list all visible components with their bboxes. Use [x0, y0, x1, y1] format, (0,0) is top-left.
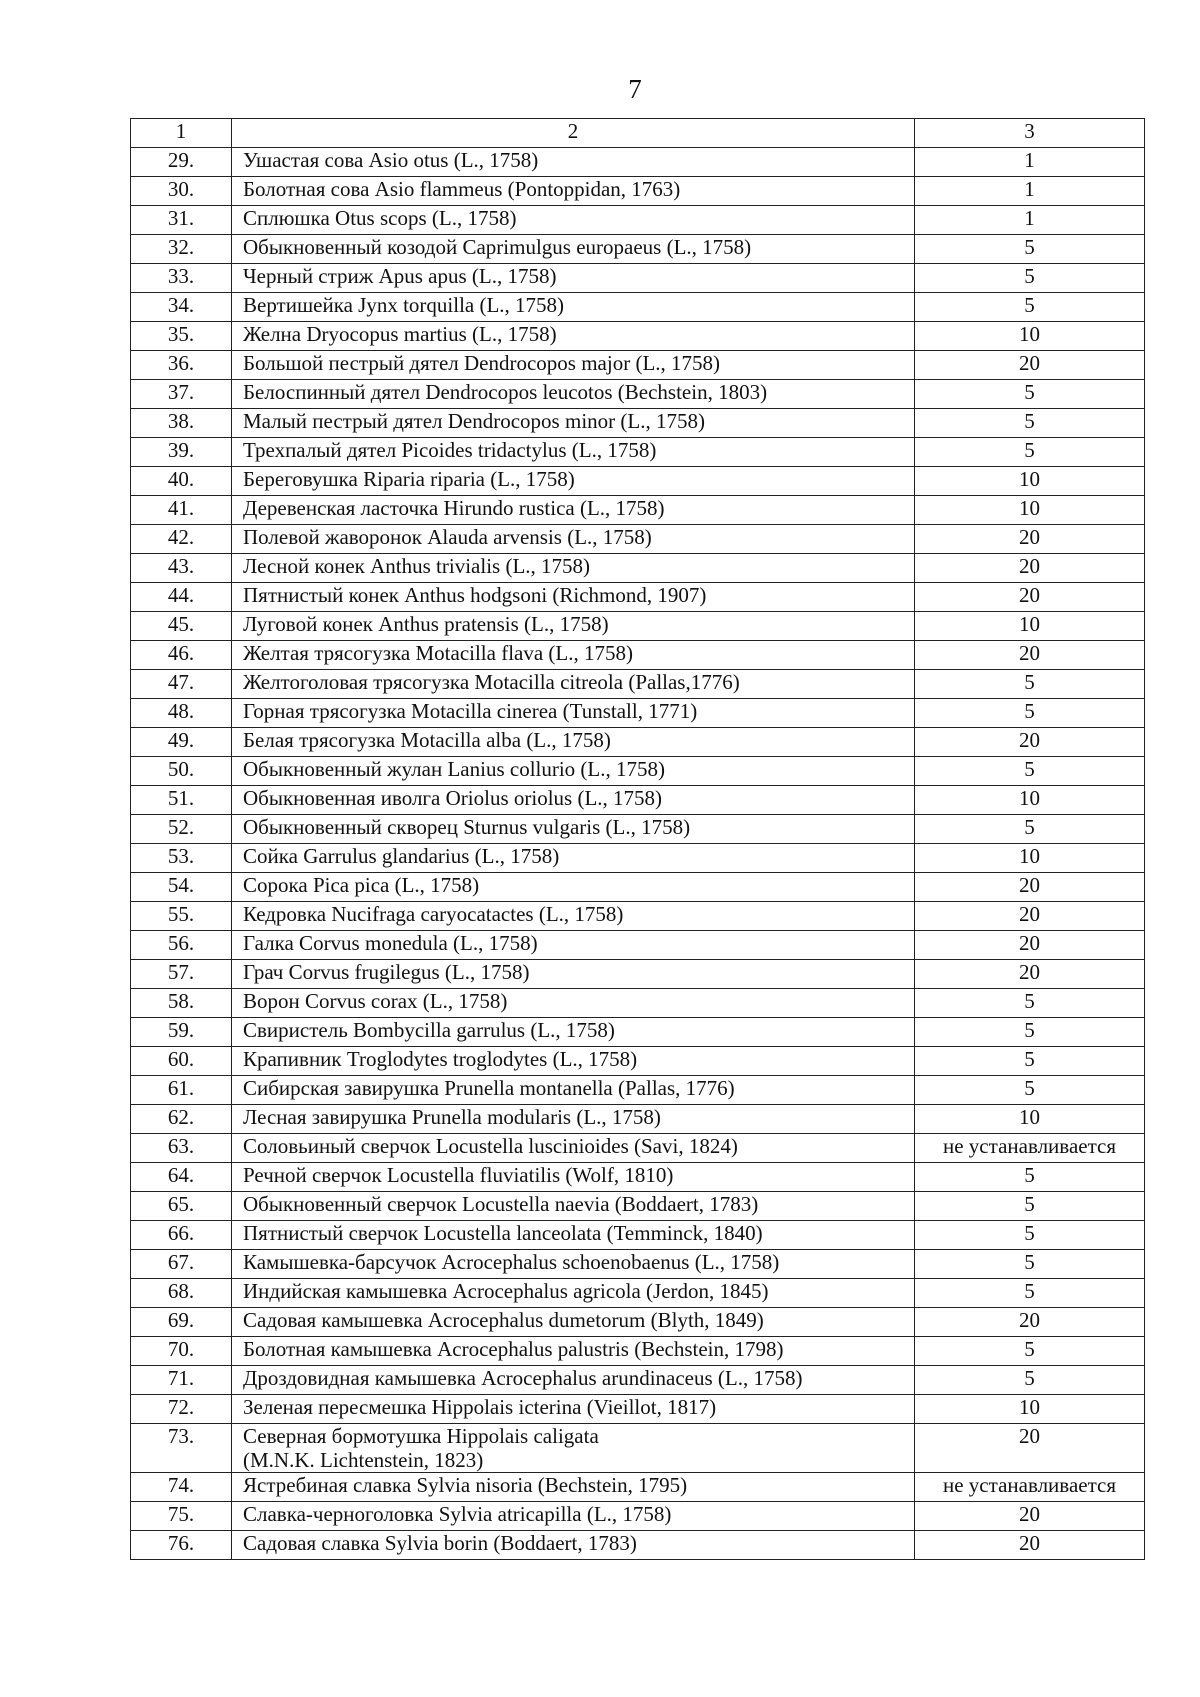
row-value: 20	[915, 1502, 1145, 1531]
row-number: 74.	[131, 1473, 232, 1502]
table-row	[131, 1424, 1145, 1473]
row-value: 5	[915, 1076, 1145, 1105]
row-value: 5	[915, 699, 1145, 728]
row-species-name: Грач Corvus frugilegus (L., 1758)	[232, 960, 915, 989]
row-value: 20	[915, 873, 1145, 902]
table-row	[131, 1308, 1145, 1337]
row-value: 5	[915, 1221, 1145, 1250]
row-species-name: Обыкновенный козодой Caprimulgus europaeus (L., 1758)	[232, 235, 915, 264]
row-value: 10	[915, 786, 1145, 815]
table-row	[131, 409, 1145, 438]
table-row	[131, 873, 1145, 902]
table-row	[131, 1337, 1145, 1366]
table-row	[131, 583, 1145, 612]
row-value: 5	[915, 293, 1145, 322]
row-value: 10	[915, 496, 1145, 525]
table-row	[131, 1395, 1145, 1424]
row-value: 10	[915, 322, 1145, 351]
row-value: 5	[915, 1192, 1145, 1221]
table-row	[131, 757, 1145, 786]
table-row	[131, 322, 1145, 351]
row-value: 5	[915, 1163, 1145, 1192]
row-value: 1	[915, 177, 1145, 206]
table-row	[131, 1250, 1145, 1279]
table-row	[131, 1018, 1145, 1047]
row-number: 30.	[131, 177, 232, 206]
row-value: 1	[915, 148, 1145, 177]
row-number: 45.	[131, 612, 232, 641]
row-number: 62.	[131, 1105, 232, 1134]
row-number: 29.	[131, 148, 232, 177]
row-number: 59.	[131, 1018, 232, 1047]
table-row	[131, 989, 1145, 1018]
row-number: 33.	[131, 264, 232, 293]
row-species-name: Деревенская ласточка Hirundo rustica (L., 1758)	[232, 496, 915, 525]
table-row	[131, 815, 1145, 844]
row-value: 20	[915, 525, 1145, 554]
table-row	[131, 1134, 1145, 1163]
row-species-name: Обыкновенный сверчок Locustella naevia (Boddaert, 1783)	[232, 1192, 915, 1221]
row-value: 5	[915, 1018, 1145, 1047]
row-value: 20	[915, 960, 1145, 989]
row-species-name: Сойка Garrulus glandarius (L., 1758)	[232, 844, 915, 873]
table-row	[131, 1192, 1145, 1221]
row-value: 20	[915, 1424, 1145, 1473]
row-number: 70.	[131, 1337, 232, 1366]
row-number: 35.	[131, 322, 232, 351]
row-species-name: Белоспинный дятел Dendrocopos leucotos (Bechstein, 1803)	[232, 380, 915, 409]
row-number: 41.	[131, 496, 232, 525]
table-row	[131, 1076, 1145, 1105]
table-row	[131, 786, 1145, 815]
row-number: 36.	[131, 351, 232, 380]
row-species-name: Лесной конек Anthus trivialis (L., 1758)	[232, 554, 915, 583]
row-value: 20	[915, 1308, 1145, 1337]
row-number: 54.	[131, 873, 232, 902]
row-species-name: Вертишейка Jynx torquilla (L., 1758)	[232, 293, 915, 322]
row-value: 5	[915, 989, 1145, 1018]
table-row	[131, 931, 1145, 960]
row-number: 55.	[131, 902, 232, 931]
row-number: 48.	[131, 699, 232, 728]
table-row	[131, 902, 1145, 931]
table-row	[131, 525, 1145, 554]
row-value: 5	[915, 1337, 1145, 1366]
row-species-name: Свиристель Bombycilla garrulus (L., 1758)	[232, 1018, 915, 1047]
table-row	[131, 699, 1145, 728]
row-species-name: Обыкновенный жулан Lanius collurio (L., 1758)	[232, 757, 915, 786]
row-species-name: Ушастая сова Asio otus (L., 1758)	[232, 148, 915, 177]
header-col-number: 1	[131, 119, 232, 148]
row-number: 69.	[131, 1308, 232, 1337]
row-species-name: Полевой жаворонок Alauda arvensis (L., 1758)	[232, 525, 915, 554]
row-number: 31.	[131, 206, 232, 235]
row-species-name: Желтая трясогузка Motacilla flava (L., 1758)	[232, 641, 915, 670]
row-species-name: Индийская камышевка Acrocephalus agricola (Jerdon, 1845)	[232, 1279, 915, 1308]
row-species-name: Малый пестрый дятел Dendrocopos minor (L., 1758)	[232, 409, 915, 438]
row-number: 72.	[131, 1395, 232, 1424]
table-row	[131, 728, 1145, 757]
row-value: 10	[915, 467, 1145, 496]
table-row	[131, 1279, 1145, 1308]
row-species-name: Ястребиная славка Sylvia nisoria (Bechstein, 1795)	[232, 1473, 915, 1502]
row-value: не устанавливается	[915, 1134, 1145, 1163]
species-table	[130, 118, 1145, 1560]
table-row	[131, 467, 1145, 496]
row-value: 10	[915, 1395, 1145, 1424]
row-number: 57.	[131, 960, 232, 989]
row-value: 5	[915, 670, 1145, 699]
table-row	[131, 177, 1145, 206]
row-value: 20	[915, 931, 1145, 960]
row-species-name: Лесная завирушка Prunella modularis (L., 1758)	[232, 1105, 915, 1134]
row-value: 20	[915, 641, 1145, 670]
row-value: 20	[915, 902, 1145, 931]
row-value: 1	[915, 206, 1145, 235]
row-species-name: Садовая камышевка Acrocephalus dumetorum (Blyth, 1849)	[232, 1308, 915, 1337]
row-number: 64.	[131, 1163, 232, 1192]
table-row	[131, 844, 1145, 873]
row-number: 50.	[131, 757, 232, 786]
header-col-value: 3	[915, 119, 1145, 148]
row-number: 76.	[131, 1531, 232, 1560]
table-row	[131, 148, 1145, 177]
row-value: 5	[915, 1366, 1145, 1395]
row-value: 5	[915, 1047, 1145, 1076]
table-row	[131, 670, 1145, 699]
row-number: 53.	[131, 844, 232, 873]
row-species-name: Обыкновенный скворец Sturnus vulgaris (L., 1758)	[232, 815, 915, 844]
row-number: 67.	[131, 1250, 232, 1279]
row-value: 5	[915, 815, 1145, 844]
header-col-species: 2	[232, 119, 915, 148]
table-row	[131, 1221, 1145, 1250]
row-species-name: Трехпалый дятел Picoides tridactylus (L., 1758)	[232, 438, 915, 467]
row-species-name: Болотная камышевка Acrocephalus palustris (Bechstein, 1798)	[232, 1337, 915, 1366]
row-species-name: Желна Dryocopus martius (L., 1758)	[232, 322, 915, 351]
row-species-name: Зеленая пересмешка Hippolais icterina (Vieillot, 1817)	[232, 1395, 915, 1424]
row-number: 42.	[131, 525, 232, 554]
row-value: 5	[915, 264, 1145, 293]
row-species-name: Луговой конек Anthus pratensis (L., 1758)	[232, 612, 915, 641]
row-species-name: Сплюшка Otus scops (L., 1758)	[232, 206, 915, 235]
row-number: 56.	[131, 931, 232, 960]
row-number: 40.	[131, 467, 232, 496]
row-species-name: Крапивник Troglodytes troglodytes (L., 1758)	[232, 1047, 915, 1076]
table-row	[131, 1163, 1145, 1192]
row-number: 61.	[131, 1076, 232, 1105]
row-number: 60.	[131, 1047, 232, 1076]
table-row	[131, 612, 1145, 641]
row-value: 20	[915, 554, 1145, 583]
row-species-name: Большой пестрый дятел Dendrocopos major (L., 1758)	[232, 351, 915, 380]
row-value: 5	[915, 1250, 1145, 1279]
table-row	[131, 1531, 1145, 1560]
row-value: 20	[915, 583, 1145, 612]
row-value: 10	[915, 1105, 1145, 1134]
row-number: 68.	[131, 1279, 232, 1308]
row-value: 20	[915, 728, 1145, 757]
table-row	[131, 1105, 1145, 1134]
table-row	[131, 1047, 1145, 1076]
row-number: 51.	[131, 786, 232, 815]
row-number: 32.	[131, 235, 232, 264]
row-number: 38.	[131, 409, 232, 438]
row-species-name: Горная трясогузка Motacilla cinerea (Tunstall, 1771)	[232, 699, 915, 728]
row-species-name: Обыкновенная иволга Oriolus oriolus (L., 1758)	[232, 786, 915, 815]
row-species-name: Камышевка-барсучок Acrocephalus schoenobaenus (L., 1758)	[232, 1250, 915, 1279]
table-row	[131, 641, 1145, 670]
row-number: 73.	[131, 1424, 232, 1473]
row-value: 10	[915, 844, 1145, 873]
row-species-name: Береговушка Riparia riparia (L., 1758)	[232, 467, 915, 496]
table-row	[131, 380, 1145, 409]
row-number: 49.	[131, 728, 232, 757]
row-value: 20	[915, 1531, 1145, 1560]
row-species-name: Соловьиный сверчок Locustella luscinioides (Savi, 1824)	[232, 1134, 915, 1163]
row-species-name: Пятнистый сверчок Locustella lanceolata (Temminck, 1840)	[232, 1221, 915, 1250]
table-row	[131, 1366, 1145, 1395]
row-species-name: Речной сверчок Locustella fluviatilis (Wolf, 1810)	[232, 1163, 915, 1192]
row-value: 5	[915, 757, 1145, 786]
row-species-name: Северная бормотушка Hippolais caligata (M.N.K. Lichtenstein, 1823)	[232, 1424, 915, 1473]
row-number: 44.	[131, 583, 232, 612]
row-value: 5	[915, 1279, 1145, 1308]
species-table-body	[131, 119, 1145, 1560]
table-row	[131, 351, 1145, 380]
row-species-name: Белая трясогузка Motacilla alba (L., 1758)	[232, 728, 915, 757]
row-number: 65.	[131, 1192, 232, 1221]
row-value: 5	[915, 438, 1145, 467]
table-row	[131, 496, 1145, 525]
row-number: 75.	[131, 1502, 232, 1531]
row-number: 34.	[131, 293, 232, 322]
row-value: 20	[915, 351, 1145, 380]
row-species-name: Галка Corvus monedula (L., 1758)	[232, 931, 915, 960]
row-value: 10	[915, 612, 1145, 641]
table-row	[131, 1502, 1145, 1531]
page-number: 7	[628, 74, 642, 104]
row-number: 58.	[131, 989, 232, 1018]
table-row	[131, 1473, 1145, 1502]
row-number: 39.	[131, 438, 232, 467]
row-number: 47.	[131, 670, 232, 699]
table-row	[131, 206, 1145, 235]
table-row	[131, 293, 1145, 322]
row-species-name: Желтоголовая трясогузка Motacilla citreola (Pallas,1776)	[232, 670, 915, 699]
table-row	[131, 438, 1145, 467]
row-species-name: Сибирская завирушка Prunella montanella (Pallas, 1776)	[232, 1076, 915, 1105]
row-number: 71.	[131, 1366, 232, 1395]
row-species-name: Черный стриж Apus apus (L., 1758)	[232, 264, 915, 293]
row-number: 63.	[131, 1134, 232, 1163]
row-value: 5	[915, 409, 1145, 438]
row-value: 5	[915, 380, 1145, 409]
row-species-name: Пятнистый конек Anthus hodgsoni (Richmond, 1907)	[232, 583, 915, 612]
row-number: 43.	[131, 554, 232, 583]
row-number: 37.	[131, 380, 232, 409]
row-species-name: Славка-черноголовка Sylvia atricapilla (L., 1758)	[232, 1502, 915, 1531]
row-species-name: Сорока Pica pica (L., 1758)	[232, 873, 915, 902]
table-row	[131, 554, 1145, 583]
table-row	[131, 235, 1145, 264]
row-number: 52.	[131, 815, 232, 844]
row-species-name: Кедровка Nucifraga caryocatactes (L., 1758)	[232, 902, 915, 931]
row-value: не устанавливается	[915, 1473, 1145, 1502]
row-value: 5	[915, 235, 1145, 264]
table-row	[131, 960, 1145, 989]
row-number: 46.	[131, 641, 232, 670]
row-species-name: Ворон Corvus corax (L., 1758)	[232, 989, 915, 1018]
row-species-name: Дроздовидная камышевка Acrocephalus arundinaceus (L., 1758)	[232, 1366, 915, 1395]
table-header-row	[131, 119, 1145, 148]
row-species-name: Садовая славка Sylvia borin (Boddaert, 1783)	[232, 1531, 915, 1560]
table-row	[131, 264, 1145, 293]
row-species-name: Болотная сова Asio flammeus (Pontoppidan, 1763)	[232, 177, 915, 206]
row-number: 66.	[131, 1221, 232, 1250]
